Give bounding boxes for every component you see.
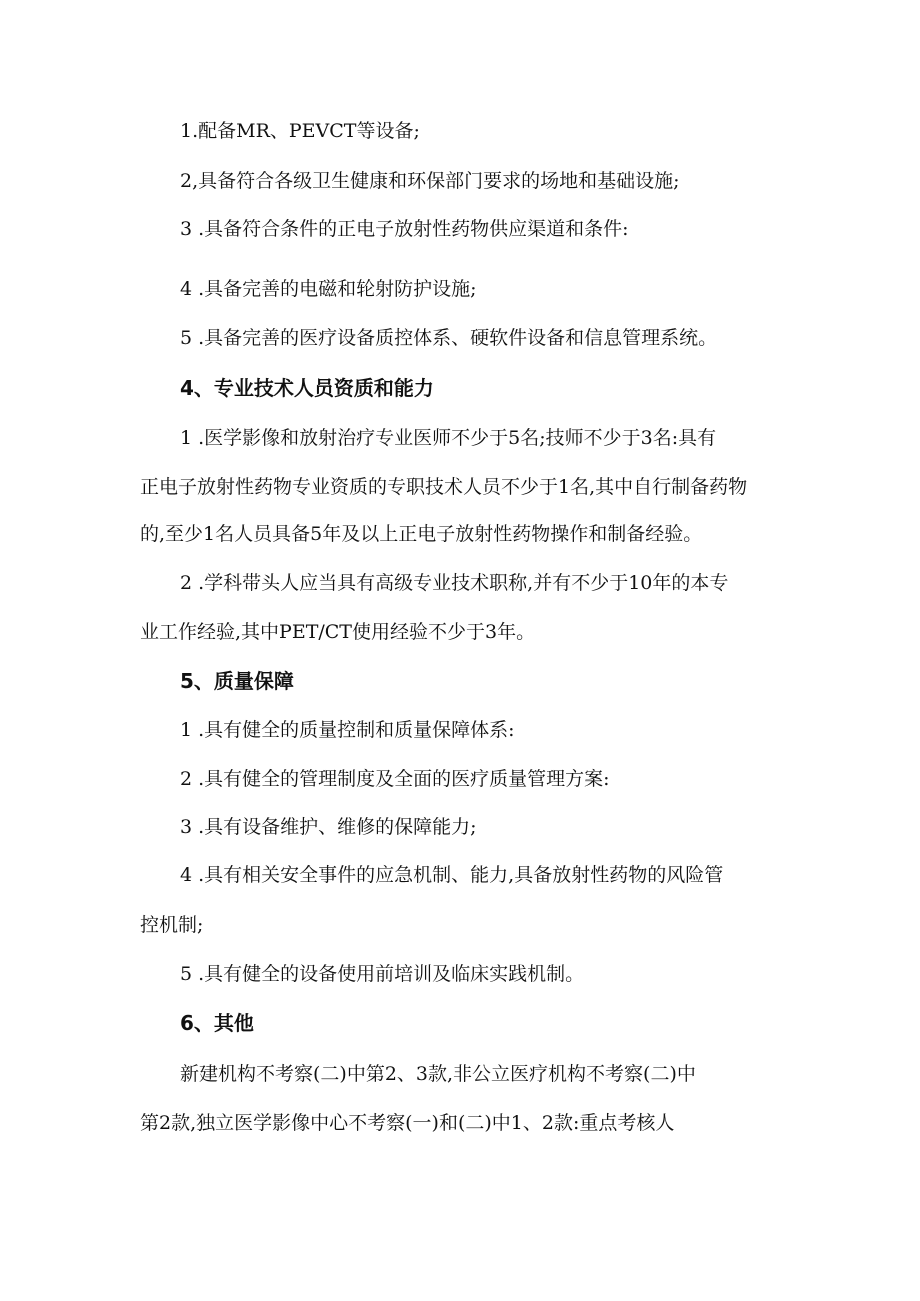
section-5-item-3: 3 .具有设备维护、维修的保障能力;	[180, 816, 477, 838]
section-5-item-4-line-2: 控机制;	[140, 914, 204, 936]
equipment-item-2: 2,具备符合各级卫生健康和环保部门要求的场地和基础设施;	[180, 170, 680, 192]
section-6-paragraph-line-2: 第2款,独立医学影像中心不考察(一)和(二)中1、2款:重点考核人	[140, 1112, 675, 1134]
section-4-item-1-line-3: 的,至少1名人员具备5年及以上正电子放射性药物操作和制备经验。	[140, 523, 703, 545]
section-4-heading: 4、专业技术人员资质和能力	[180, 376, 434, 400]
section-4-item-1-line-2: 正电子放射性药物专业资质的专职技术人员不少于1名,其中自行制备药物	[140, 476, 748, 498]
section-5-item-1: 1 .具有健全的质量控制和质量保障体系:	[180, 719, 515, 741]
section-5-item-5: 5 .具有健全的设备使用前培训及临床实践机制。	[180, 963, 585, 985]
section-5-item-2: 2 .具有健全的管理制度及全面的医疗质量管理方案:	[180, 768, 610, 790]
equipment-item-5: 5 .具备完善的医疗设备质控体系、硬软件设备和信息管理系统。	[180, 327, 718, 349]
equipment-item-4: 4 .具备完善的电磁和轮射防护设施;	[180, 278, 477, 300]
equipment-item-1: 1.配备MR、PEVCT等设备;	[180, 120, 420, 142]
section-4-item-2-line-2: 业工作经验,其中PET/CT使用经验不少于3年。	[140, 621, 536, 643]
section-6-paragraph-line-1: 新建机构不考察(二)中第2、3款,非公立医疗机构不考察(二)中	[180, 1063, 696, 1085]
section-4-item-2-line-1: 2 .学科带头人应当具有高级专业技术职称,并有不少于10年的本专	[180, 572, 729, 594]
section-4-item-1-line-1: 1 .医学影像和放射治疗专业医师不少于5名;技师不少于3名:具有	[180, 427, 717, 449]
equipment-item-3: 3 .具备符合条件的正电子放射性药物供应渠道和条件:	[180, 218, 629, 240]
section-5-item-4-line-1: 4 .具有相关安全事件的应急机制、能力,具备放射性药物的风险管	[180, 864, 724, 886]
section-6-heading: 6、其他	[180, 1011, 254, 1035]
section-5-heading: 5、质量保障	[180, 669, 294, 693]
